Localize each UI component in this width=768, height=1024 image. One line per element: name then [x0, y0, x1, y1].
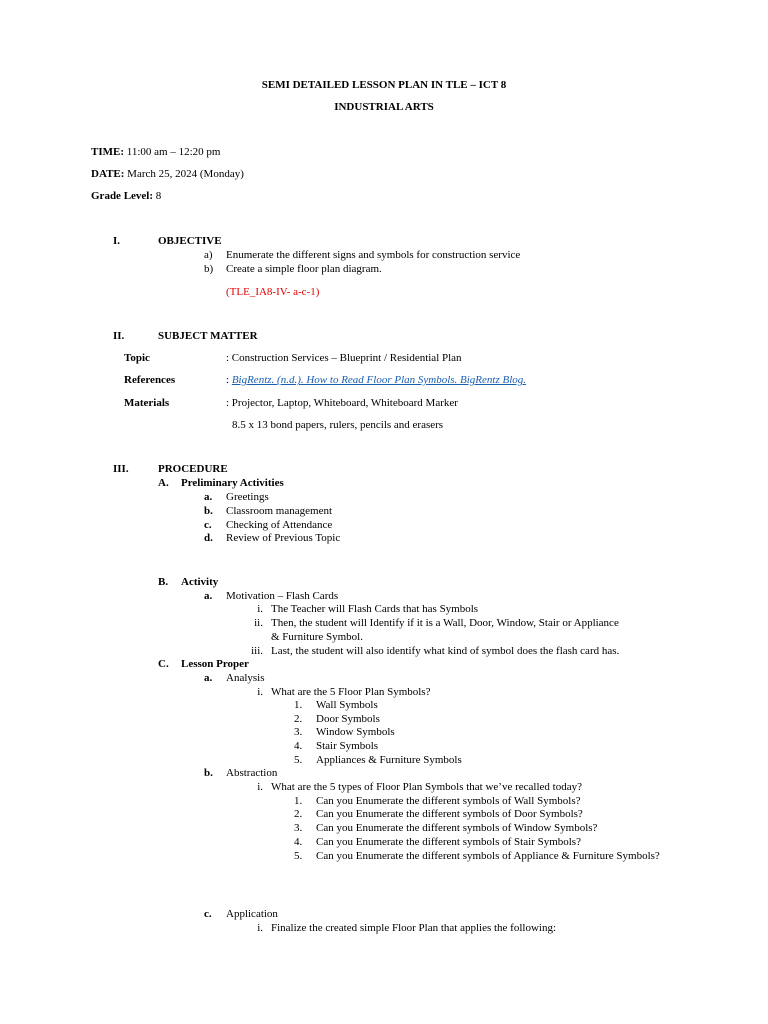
date-line: [91, 168, 244, 181]
list-marker: 1.: [294, 699, 303, 711]
abstraction-item: Can you Enumerate the different symbols of Window Symbols?: [316, 822, 598, 834]
list-marker: 4.: [294, 740, 303, 752]
analysis-item: Window Symbols: [316, 726, 395, 738]
section-heading-objective: OBJECTIVE: [158, 235, 222, 247]
list-marker: i.: [257, 686, 263, 698]
list-item: Classroom management: [226, 505, 333, 517]
activity-step: Then, the student will Identify if it is a Wall, Door, Window, Stair or Appliance: [271, 617, 619, 629]
abstraction-question: What are the 5 types of Floor Plan Symbols that we’ve recalled today?: [271, 781, 582, 793]
time-line: [91, 146, 220, 159]
section-number: III.: [113, 463, 129, 475]
materials-value: : Projector, Laptop, Whiteboard, Whiteboard Marker: [226, 397, 458, 409]
subsection-marker: A.: [158, 477, 169, 489]
materials-value-continued: 8.5 x 13 bond papers, rulers, pencils and erasers: [232, 419, 444, 431]
document-subtitle: INDUSTRIAL ARTS: [334, 101, 434, 113]
competency-code: (TLE_IA8-IV- a-c-1): [226, 286, 320, 298]
analysis-item: Door Symbols: [316, 713, 380, 725]
list-marker: c.: [204, 908, 212, 920]
abstraction-heading: Abstraction: [226, 767, 278, 779]
section-heading-subject-matter: SUBJECT MATTER: [158, 330, 258, 342]
list-marker: b.: [204, 505, 213, 517]
topic-value: : Construction Services – Blueprint / Residential Plan: [226, 352, 462, 364]
topic-label: Topic: [124, 352, 150, 364]
subsection-marker: C.: [158, 658, 169, 670]
list-marker: i.: [257, 603, 263, 615]
list-marker: 2.: [294, 713, 303, 725]
list-item: Review of Previous Topic: [226, 532, 341, 544]
list-item: Greetings: [226, 491, 269, 503]
list-item: Checking of Attendance: [226, 519, 333, 531]
document-title: SEMI DETAILED LESSON PLAN IN TLE – ICT 8: [261, 79, 507, 91]
section-number: I.: [113, 235, 121, 247]
materials-label: Materials: [124, 397, 170, 409]
analysis-heading: Analysis: [226, 672, 265, 684]
grade-value: 8: [155, 190, 162, 202]
subsection-heading-lesson-proper: Lesson Proper: [181, 658, 249, 670]
subsection-heading-preliminary: Preliminary Activities: [181, 477, 284, 489]
subsection-heading-activity: Activity: [181, 576, 219, 588]
list-marker: a.: [204, 491, 213, 503]
time-label: TIME:: [91, 146, 124, 158]
list-marker: b.: [204, 767, 213, 779]
list-marker: iii.: [251, 645, 263, 657]
date-value: March 25, 2024 (Monday): [127, 168, 244, 180]
list-marker: 1.: [294, 795, 303, 807]
references-value: [226, 374, 526, 387]
subsection-marker: B.: [158, 576, 169, 588]
section-heading-procedure: PROCEDURE: [158, 463, 228, 475]
abstraction-item: Can you Enumerate the different symbols of Door Symbols?: [316, 808, 583, 820]
objective-item: Enumerate the different signs and symbols for construction service: [226, 249, 521, 261]
analysis-item: Wall Symbols: [316, 699, 378, 711]
section-number: II.: [113, 330, 125, 342]
activity-step: The Teacher will Flash Cards that has Symbols: [271, 603, 479, 615]
list-marker: 3.: [294, 822, 303, 834]
list-marker: d.: [204, 532, 213, 544]
analysis-item: Appliances & Furniture Symbols: [316, 754, 462, 766]
abstraction-item: Can you Enumerate the different symbols of Stair Symbols?: [316, 836, 581, 848]
abstraction-item: Can you Enumerate the different symbols of Appliance & Furniture Symbols?: [316, 850, 660, 862]
time-value: 11:00 am – 12:20 pm: [126, 146, 221, 158]
list-marker: a.: [204, 672, 213, 684]
analysis-question: What are the 5 Floor Plan Symbols?: [271, 686, 431, 698]
list-marker: a): [204, 249, 213, 261]
activity-motivation: Motivation – Flash Cards: [226, 590, 339, 602]
grade-line: [91, 190, 161, 203]
grade-label: Grade Level:: [91, 190, 154, 202]
references-colon: :: [226, 374, 230, 386]
list-marker: ii.: [254, 617, 263, 629]
list-marker: 3.: [294, 726, 303, 738]
list-marker: i.: [257, 922, 263, 934]
analysis-item: Stair Symbols: [316, 740, 379, 752]
list-marker: c.: [204, 519, 212, 531]
list-marker: a.: [204, 590, 213, 602]
list-marker: 2.: [294, 808, 303, 820]
list-marker: i.: [257, 781, 263, 793]
list-marker: 5.: [294, 850, 303, 862]
application-heading: Application: [226, 908, 278, 920]
abstraction-item: Can you Enumerate the different symbols of Wall Symbols?: [316, 795, 581, 807]
references-link[interactable]: BigRentz. (n.d.). How to Read Floor Plan Symbols. BigRentz Blog.: [231, 374, 527, 386]
date-label: DATE:: [91, 168, 125, 180]
objective-item: Create a simple floor plan diagram.: [226, 263, 382, 275]
list-marker: 5.: [294, 754, 303, 766]
references-label: References: [124, 374, 176, 386]
list-marker: 4.: [294, 836, 303, 848]
activity-step-continued: & Furniture Symbol.: [271, 631, 363, 643]
list-marker: b): [204, 263, 214, 275]
activity-step: Last, the student will also identify what kind of symbol does the flash card has.: [271, 645, 620, 657]
application-instruction: Finalize the created simple Floor Plan that applies the following:: [271, 922, 557, 934]
